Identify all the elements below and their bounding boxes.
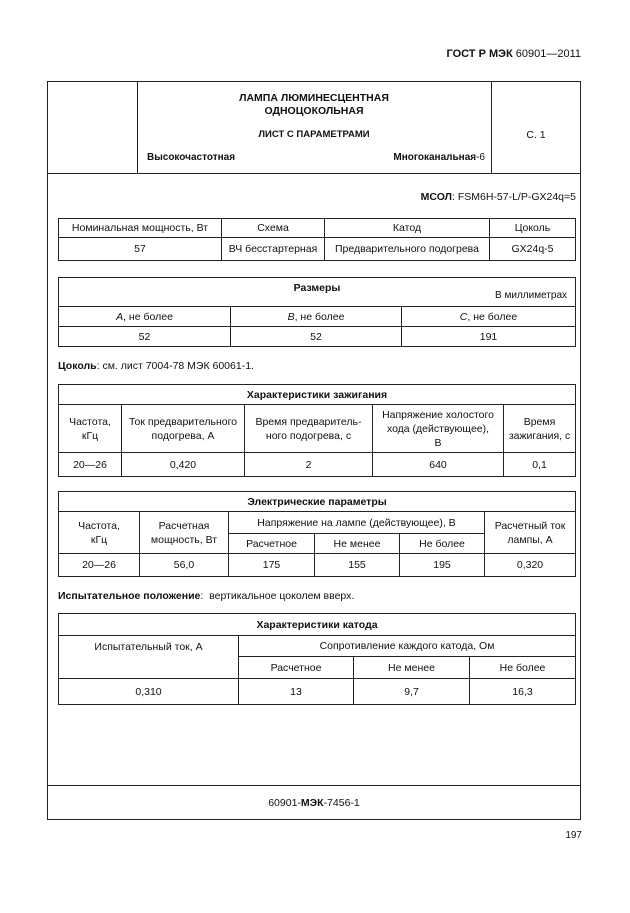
dim-a-value: 52 [59,327,231,347]
header-frequency [59,405,122,453]
dimensions-title-row [59,278,576,307]
sheet-title-line1: ЛАМПА ЛЮМИНЕСЦЕНТНАЯ [239,92,389,104]
lamp-type-right [393,152,485,163]
table-row [59,554,576,577]
header-voltage-rated: Расчетное [229,534,315,554]
header-voltage-max: Не более [400,534,485,554]
header-dim-b [231,307,402,327]
lamp-type-left: Высокочастотная [147,152,236,163]
header-ocv-line3: В [434,436,442,449]
mcol-line [421,191,576,203]
cap-note-label: Цоколь [58,360,97,372]
mcol-label: МСОЛ [420,191,452,203]
header-rated-power-line1: Расчетная [158,519,210,532]
document-code [446,48,581,60]
header-preheat-time-line2: ного подогрева, с [265,429,352,442]
header-rated-power-line2: мощность, Вт [150,533,218,546]
header-frequency [59,512,140,554]
ignition-title: Характеристики зажигания [59,385,576,405]
ignition-ocv-value: 640 [373,453,504,477]
dim-b-letter: B [287,310,295,323]
electrical-voltage-rated-value: 175 [229,554,315,577]
sheet-title [137,92,491,118]
cap-note-text: : см. лист 7004-78 МЭК 60061-1. [96,360,254,372]
header-frequency-line1: Частота, [69,415,111,428]
document-code-bold: ГОСТ Р МЭК [446,48,513,60]
header-frequency-line2: кГц [90,533,108,546]
header-right-divider [491,81,492,173]
header-cathode: Катод [325,219,490,238]
table-header-row [59,307,576,327]
table-row [59,238,576,261]
cathode-table [58,613,576,705]
header-lamp-current-line1: Расчетный ток [494,519,566,532]
sheet-subtitle: ЛИСТ С ПАРАМЕТРАМИ [258,129,370,140]
header-test-current: Испытательный ток, А [59,636,239,679]
mcol-value: : FSM6H-57-L/P-GX24q=5 [451,191,576,203]
sheet-number: С. 1 [526,129,546,141]
electrical-power-value: 56,0 [140,554,229,577]
main-params-table [58,218,576,261]
header-divider [47,173,581,174]
header-cathode-resistance: Сопротивление каждого катода, Ом [239,636,576,657]
electrical-current-value: 0,320 [485,554,576,577]
header-ocv-line2: хода (действующее), [386,422,490,435]
cap-note [58,360,254,372]
electrical-title: Электрические параметры [59,492,576,512]
table-header-row [59,405,576,453]
header-frequency-line1: Частота, [78,519,120,532]
header-ocv-line1: Напряжение холостого [382,408,494,421]
header-dim-a [59,307,231,327]
ignition-preheat-time-value: 2 [245,453,373,477]
cathode-test-current-value: 0,310 [59,679,239,705]
dimensions-unit: В миллиметрах [495,290,568,301]
dim-b-value: 52 [231,327,402,347]
header-frequency-line2: кГц [81,429,99,442]
ignition-table [58,384,576,477]
nominal-power-value: 57 [59,238,222,261]
header-rated-power [140,512,229,554]
header-preheat-time [245,405,373,453]
ignition-frequency-value: 20—26 [59,453,122,477]
dimensions-table [58,277,576,347]
header-preheat-time-line1: Время предваритель- [255,415,362,428]
dim-a-rest: , не более [123,310,173,323]
sheet-code-prefix: 60901- [268,797,301,809]
header-preheat-current-line1: Ток предварительного [128,415,238,428]
scheme-value: ВЧ бесстартерная [222,238,325,261]
dimensions-title-cell [59,278,576,307]
cathode-title: Характеристики катода [59,614,576,636]
test-position-text: : вертикальное цоколем вверх. [200,590,355,602]
dim-a-letter: A [116,310,124,323]
footer-divider [47,785,581,786]
dim-c-rest: , не более [467,310,518,323]
header-ignition-time-line2: зажигания, с [508,429,571,442]
table-header-row [59,636,576,657]
lamp-type-right-suffix: -6 [476,152,485,163]
cathode-title-row [59,614,576,636]
cathode-resistance-min-value: 9,7 [354,679,470,705]
header-lamp-voltage: Напряжение на лампе (действующее), В [229,512,485,534]
table-header-row [59,512,576,534]
header-resistance-min: Не менее [354,657,470,679]
document-code-number: 60901—2011 [515,48,581,60]
header-voltage-min: Не менее [315,534,400,554]
header-nominal-power: Номинальная мощность, Вт [59,219,222,238]
table-header-row [59,219,576,238]
ignition-title-row [59,385,576,405]
sheet-title-line2: ОДНОЦОКОЛЬНАЯ [264,105,364,117]
header-dim-c [402,307,576,327]
header-preheat-current-line2: подогрева, А [151,429,215,442]
sheet-code-bold: МЭК [300,797,324,809]
header-open-circuit-voltage [373,405,504,453]
dim-c-letter: C [459,310,468,323]
test-position-label: Испытательное положение [58,590,201,602]
lamp-type-right-bold: Многоканальная [393,152,477,163]
header-ignition-time [504,405,576,453]
header-resistance-rated: Расчетное [239,657,354,679]
electrical-frequency-value: 20—26 [59,554,140,577]
ignition-time-value: 0,1 [504,453,576,477]
electrical-title-row [59,492,576,512]
page-number: 197 [565,830,582,841]
cathode-resistance-rated-value: 13 [239,679,354,705]
ignition-preheat-current-value: 0,420 [122,453,245,477]
dim-c-value: 191 [402,327,576,347]
dimensions-title: Размеры [293,282,341,294]
header-preheat-current [122,405,245,453]
table-row [59,679,576,705]
header-ignition-time-line1: Время [523,415,556,428]
header-lamp-current-line2: лампы, А [507,533,553,546]
cathode-resistance-max-value: 16,3 [470,679,576,705]
cap-value: GX24q-5 [490,238,576,261]
table-row [59,453,576,477]
cathode-value: Предварительного подогрева [325,238,490,261]
electrical-voltage-max-value: 195 [400,554,485,577]
table-row [59,327,576,347]
electrical-table [58,491,576,577]
header-lamp-current [485,512,576,554]
sheet-code-suffix: -7456-1 [323,797,360,809]
dim-b-rest: , не более [294,310,345,323]
electrical-voltage-min-value: 155 [315,554,400,577]
sheet-code [47,797,581,809]
header-resistance-max: Не более [470,657,576,679]
header-cap: Цоколь [490,219,576,238]
header-scheme: Схема [222,219,325,238]
test-position-note [58,590,354,602]
